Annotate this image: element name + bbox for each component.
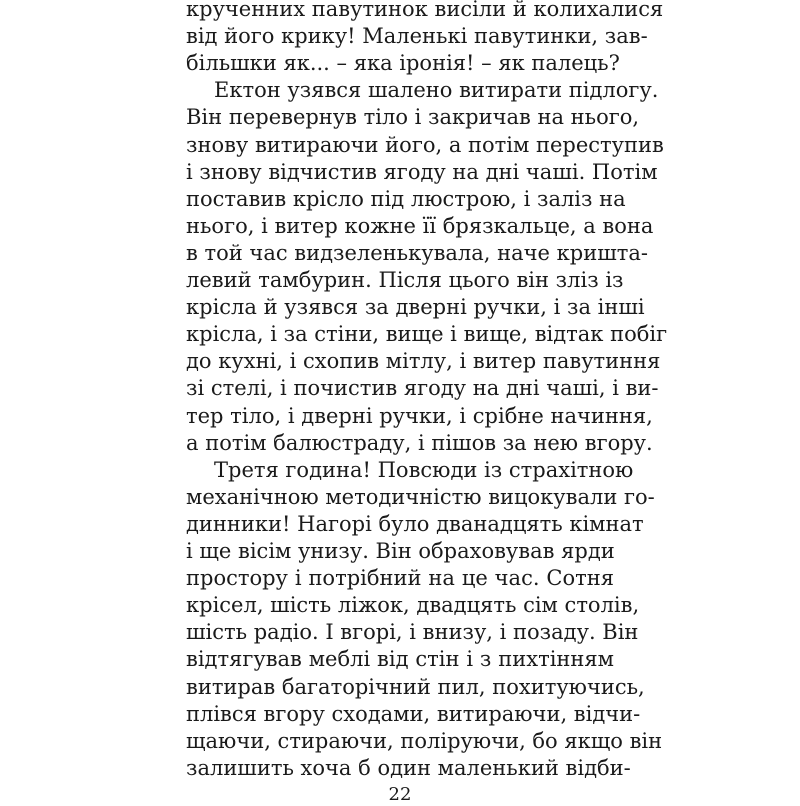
text-line: Ектон узявся шалено витирати підлогу.: [214, 78, 659, 103]
text-line: крісла, і за стіни, вище і вище, відтак побіг: [186, 322, 668, 347]
text-line: плівся вгору сходами, витираючи, відчи-: [186, 701, 641, 726]
text-line: Третя година! Повсюди із страхітною: [214, 457, 634, 482]
text-line: левий тамбурин. Після цього він зліз із: [186, 268, 624, 292]
text-line: поставив крісло під люстрою, і заліз на: [186, 186, 626, 211]
text-line: і ще вісім унизу. Він обраховував ярди: [186, 539, 615, 563]
text-line: до кухні, і схопив мітлу, і витер павутиння: [186, 349, 661, 374]
text-line: Він перевернув тіло і закричав на нього,: [186, 105, 640, 130]
text-line: зі стелі, і почистив ягоду на дні чаші, і ви-: [186, 376, 659, 401]
text-line: простору і потрібний на це час. Сотня: [186, 566, 614, 591]
text-line: знову витираючи його, а потім переступив: [186, 132, 664, 157]
text-line: крісел, шість ліжок, двадцять сім столів,: [186, 593, 640, 618]
text-line: шість радіо. І вгорі, і внизу, і позаду. Він: [186, 620, 639, 645]
text-line: а потім балюстраду, і пішов за нею вгору.: [186, 430, 653, 455]
text-line: крісла й узявся за дверні ручки, і за інші: [186, 295, 645, 320]
text-line: тер тіло, і дверні ручки, і срібне начиння,: [186, 403, 653, 428]
text-line: в той час видзеленькувала, наче кришта-: [186, 240, 648, 265]
text-line: витирав багаторічний пил, похитуючись,: [186, 674, 645, 699]
text-line: відтягував меблі від стін і з пихтінням: [186, 647, 614, 672]
text-line: щаючи, стираючи, поліруючи, бо якщо він: [186, 728, 663, 753]
text-line: і знову відчистив ягоду на дні чаші. Потім: [186, 159, 658, 184]
text-line: більшки як... – яка іронія! – як палець?: [186, 51, 620, 76]
text-line: залишить хоча б один маленький відби-: [186, 755, 631, 780]
text-line: динники! Нагорі було дванадцять кімнат: [186, 511, 644, 536]
page-number: 22: [388, 784, 412, 805]
text-line: крученних павутинок висіли й колихалися: [186, 0, 664, 21]
text-line: від його крику! Маленькі павутинки, зав-: [186, 24, 648, 49]
text-line: нього, і витер кожне її брязкальце, а вона: [186, 213, 654, 238]
text-line: механічною методичністю вицокували го-: [186, 484, 655, 509]
